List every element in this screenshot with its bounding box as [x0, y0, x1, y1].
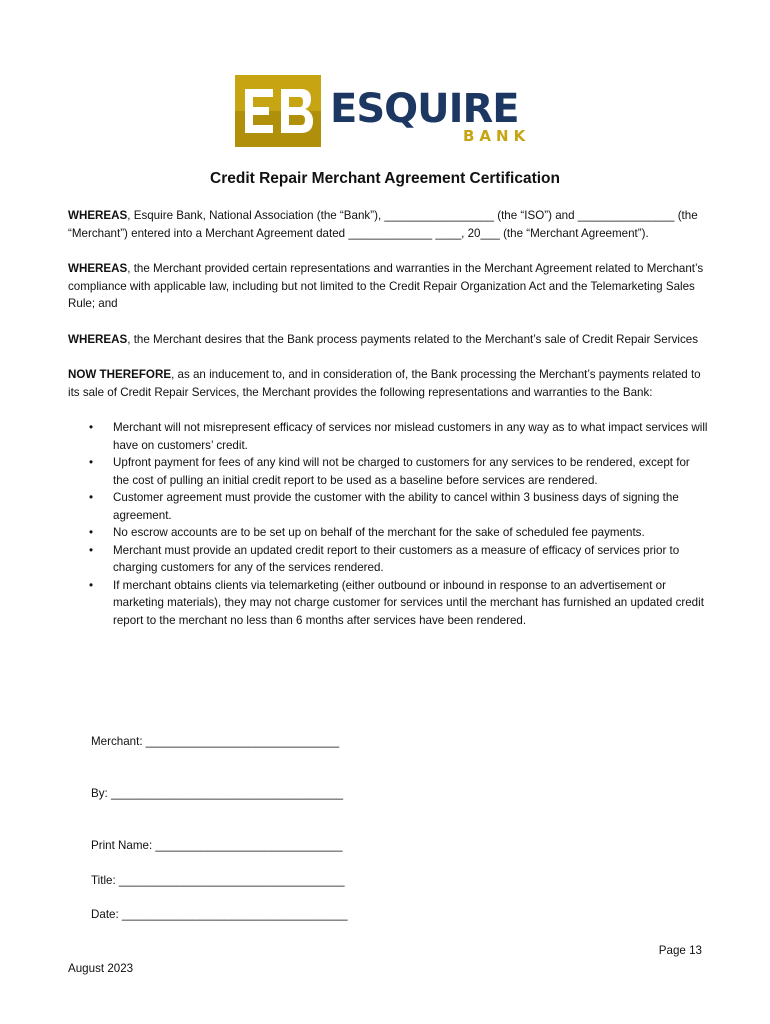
page-title: Credit Repair Merchant Agreement Certification — [210, 170, 560, 187]
page-number: Page 13 — [658, 944, 702, 957]
paragraph-text: , the Merchant provided certain representations and warranties in the Merchant Agreement related to Merchant’s compliance with applicable law, including but not limited to the Credit Repair Organization Act and the Telemarketing Sales Rule; and — [68, 262, 704, 310]
list-item: • If merchant obtains clients via telemarketing (either outbound or inbound in response to an advertisement or marketing materials), they may not charge customer for services until the merchant has furnished an updated credit report to the merchant no less than 6 months after services have been rendered. — [113, 577, 708, 630]
paragraph-text: , the Merchant desires that the Bank process payments related to the Merchant’s sale of Credit Repair Services — [127, 332, 699, 346]
paragraph-text: , Esquire Bank, National Association (the “Bank”), _________________ (the “ISO”) and _______________ (the “Merchant”) entered into a Merchant Agreement dated _____________ ____, 20___ (the “Merchant Agreement”). — [68, 209, 698, 240]
esquire-bank-logo — [235, 75, 535, 153]
logo-wordmark: ESQUIRE — [330, 86, 519, 132]
paragraph-lead: WHEREAS — [68, 262, 128, 275]
paragraph-text: , as an inducement to, and in consideration of, the Bank processing the Merchant’s payments related to its sale of Credit Repair Services, the Merchant provides the following representations and warranties to the Bank: — [68, 368, 701, 399]
logo-subtitle: BANK — [463, 127, 531, 145]
footer-date: August 2023 — [68, 962, 134, 975]
list-item: • No escrow accounts are to be set up on behalf of the merchant for the sake of scheduled fee payments. — [113, 524, 708, 542]
document-body — [68, 207, 708, 629]
whereas-paragraph-1 — [68, 207, 708, 242]
representations-list — [68, 419, 708, 629]
eb-monogram-icon — [235, 75, 321, 147]
now-therefore-paragraph — [68, 366, 708, 401]
paragraph-lead: WHEREAS — [68, 209, 128, 222]
merchant-signature-line: Merchant: ______________________________ — [91, 735, 340, 748]
by-signature-line: By: ____________________________________ — [91, 787, 344, 800]
paragraph-lead: NOW THEREFORE — [68, 368, 172, 381]
list-item: • Customer agreement must provide the customer with the ability to cancel within 3 business days of signing the agreement. — [113, 489, 708, 524]
whereas-paragraph-3 — [68, 331, 708, 349]
paragraph-lead: WHEREAS — [68, 332, 128, 346]
date-line: Date: ___________________________________ — [91, 908, 348, 921]
list-item: • Merchant will not misrepresent efficacy of services nor mislead customers in any way as to what impact services will have on customers’ credit. — [113, 419, 708, 454]
title-line: Title: ___________________________________ — [91, 874, 345, 887]
print-name-line: Print Name: _____________________________ — [91, 839, 343, 852]
list-item: • Upfront payment for fees of any kind will not be charged to customers for any services to be rendered, except for the cost of pulling an initial credit report to be used as a baseline before services are rendered. — [113, 454, 708, 489]
whereas-paragraph-2 — [68, 260, 708, 313]
list-item: • Merchant must provide an updated credit report to their customers as a measure of efficacy of services prior to charging customers for any of the services rendered. — [113, 542, 708, 577]
